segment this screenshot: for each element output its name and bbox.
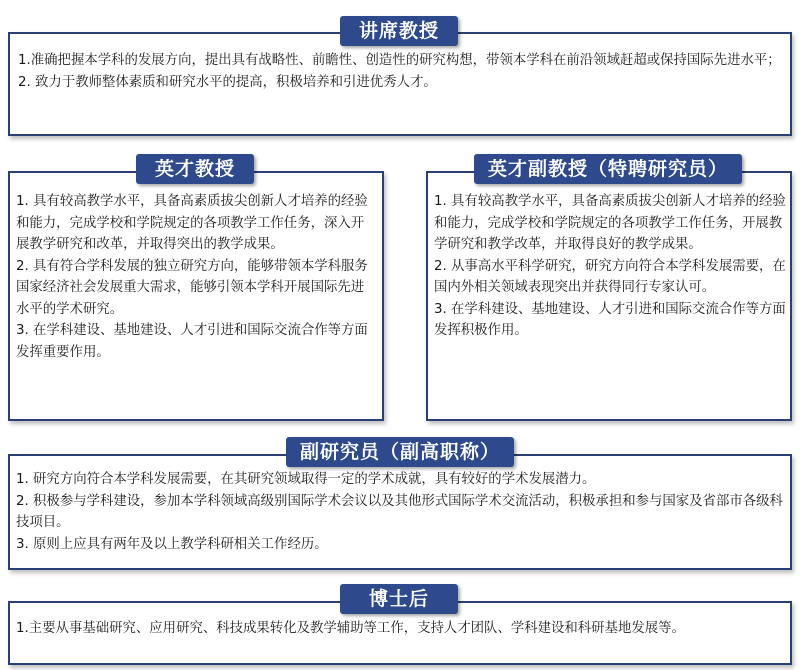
list-item: 3. 在学科建设、基地建设、人才引进和国际交流合作等方面发挥重要作用。 <box>16 323 368 360</box>
section-chair-professor-content <box>18 50 786 93</box>
section-elite-professor-content <box>16 191 376 363</box>
list-item: 1. 研究方向符合本学科发展需要，在其研究领域取得一定的学术成就，具有较好的学术发展潜力。 <box>16 472 596 487</box>
list-item: 2. 从事高水平科学研究，研究方向符合本学科发展需要，在国内外相关领域表现突出并获得同行专家认可。 <box>434 258 786 295</box>
list-item: 2. 致力于教师整体素质和研究水平的提高，积极培养和引进优秀人才。 <box>18 74 437 90</box>
section-chair-professor-title: 讲席教授 <box>340 16 458 46</box>
section-postdoc-content <box>16 618 786 640</box>
list-item: 1.准确把握本学科的发展方向，提出具有战略性、前瞻性、创造性的研究构想，带领本学科在前沿领域赶超或保持国际先进水平； <box>18 53 781 68</box>
section-elite-associate-professor-title: 英才副教授（特聘研究员） <box>474 154 742 184</box>
section-postdoc-title: 博士后 <box>340 584 458 614</box>
section-elite-professor-title: 英才教授 <box>136 154 254 184</box>
list-item: 2. 积极参与学科建设，参加本学科领域高级别国际学术会议以及其他形式国际学术交流活动，积极承担和参与国家及省部市各级科技项目。 <box>16 493 783 530</box>
section-associate-researcher-content <box>16 469 786 555</box>
list-item: 1. 具有较高教学水平，具备高素质拔尖创新人才培养的经验和能力，完成学校和学院规定的各项教学工作任务，开展教学研究和教学改革，并取得良好的教学成果。 <box>434 194 786 252</box>
section-elite-associate-professor-content <box>434 191 786 342</box>
section-associate-researcher-title: 副研究员（副高职称） <box>286 437 514 467</box>
list-item: 1. 具有较高教学水平，具备高素质拔尖创新人才培养的经验和能力，完成学校和学院规定的各项教学工作任务，深入开展教学研究和改革，并取得突出的教学成果。 <box>16 194 368 252</box>
list-item: 2. 具有符合学科发展的独立研究方向，能够带领本学科服务国家经济社会发展重大需求，能够引领本学科开展国际先进水平的学术研究。 <box>16 258 368 317</box>
list-item: 3. 原则上应具有两年及以上教学科研相关工作经历。 <box>16 536 328 552</box>
list-item: 1.主要从事基础研究、应用研究、科技成果转化及教学辅助等工作，支持人才团队、学科建设和科研基地发展等。 <box>16 621 685 636</box>
list-item: 3. 在学科建设、基地建设、人才引进和国际交流合作等方面发挥积极作用。 <box>434 301 786 338</box>
